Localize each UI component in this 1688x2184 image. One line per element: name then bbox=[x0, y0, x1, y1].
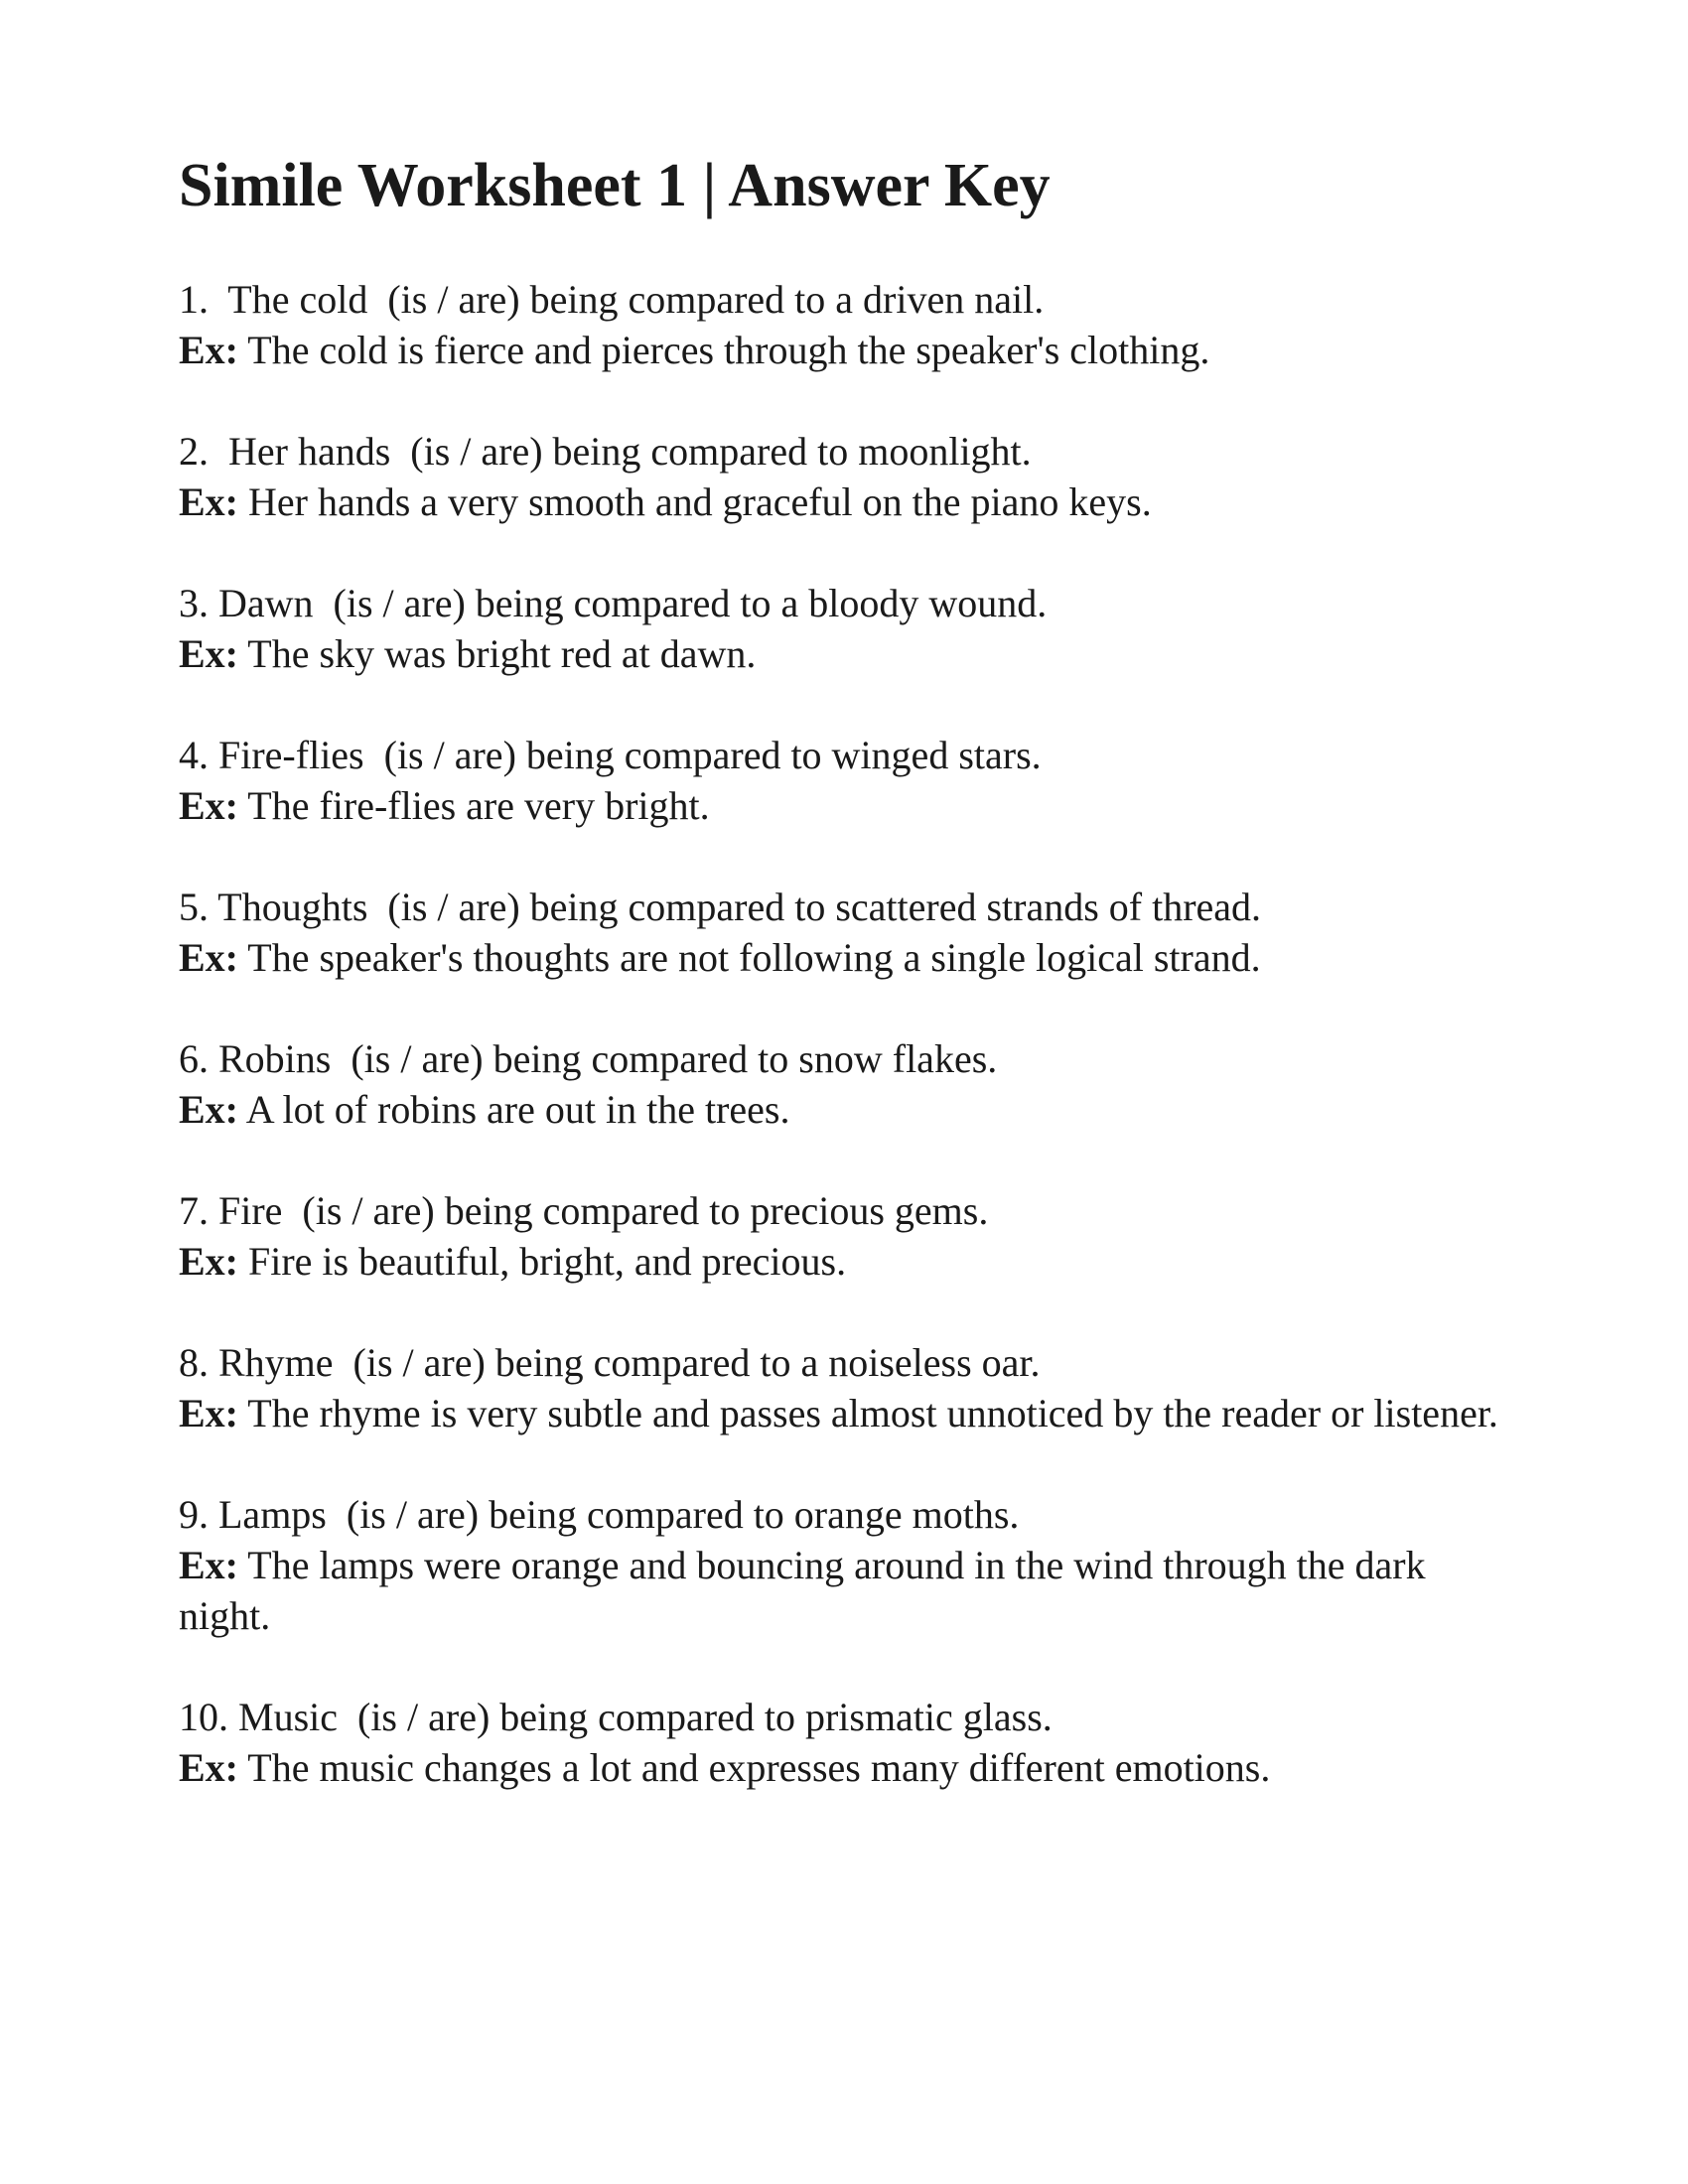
ex-label: Ex: bbox=[179, 783, 238, 829]
list-item bbox=[179, 1185, 1519, 1287]
list-item bbox=[179, 426, 1519, 527]
ex-label: Ex: bbox=[179, 479, 238, 525]
answer-list bbox=[179, 274, 1519, 1793]
ex-label: Ex: bbox=[179, 1391, 238, 1436]
worksheet-page bbox=[179, 149, 1519, 1793]
answer-text: The music changes a lot and expresses many different emotions. bbox=[247, 1745, 1271, 1791]
ex-label: Ex: bbox=[179, 1239, 238, 1285]
question-text: 2. Her hands (is / are) being compared to moonlight. bbox=[179, 429, 1032, 475]
answer-text: A lot of robins are out in the trees. bbox=[245, 1087, 790, 1133]
question-text: 7. Fire (is / are) being compared to precious gems. bbox=[179, 1188, 989, 1234]
ex-label: Ex: bbox=[179, 935, 238, 981]
example-answer bbox=[179, 1236, 1519, 1287]
example-answer bbox=[179, 1084, 1519, 1135]
example-answer bbox=[179, 325, 1519, 375]
example-answer bbox=[179, 780, 1519, 831]
ex-label: Ex: bbox=[179, 1087, 238, 1133]
answer-text: The sky was bright red at dawn. bbox=[247, 631, 757, 677]
list-item bbox=[179, 882, 1519, 983]
example-answer bbox=[179, 628, 1519, 679]
answer-text: Her hands a very smooth and graceful on the piano keys. bbox=[248, 479, 1152, 525]
list-item bbox=[179, 1692, 1519, 1793]
ex-label: Ex: bbox=[179, 631, 238, 677]
ex-label: Ex: bbox=[179, 1745, 238, 1791]
answer-text: The rhyme is very subtle and passes almost unnoticed by the reader or listener. bbox=[247, 1391, 1498, 1436]
answer-text: The fire-flies are very bright. bbox=[247, 783, 710, 829]
answer-text: The speaker's thoughts are not following a single logical strand. bbox=[247, 935, 1261, 981]
list-item bbox=[179, 1033, 1519, 1135]
example-answer bbox=[179, 932, 1519, 983]
list-item bbox=[179, 1489, 1519, 1641]
example-answer bbox=[179, 477, 1519, 527]
answer-text: Fire is beautiful, bright, and precious. bbox=[248, 1239, 847, 1285]
example-answer bbox=[179, 1388, 1519, 1438]
page-title: Simile Worksheet 1 | Answer Key bbox=[179, 152, 1051, 219]
ex-label: Ex: bbox=[179, 328, 238, 373]
question-text: 10. Music (is / are) being compared to prismatic glass. bbox=[179, 1695, 1053, 1740]
question-text: 3. Dawn (is / are) being compared to a bloody wound. bbox=[179, 581, 1048, 626]
question-text: 9. Lamps (is / are) being compared to orange moths. bbox=[179, 1492, 1020, 1538]
list-item bbox=[179, 1337, 1519, 1438]
list-item bbox=[179, 730, 1519, 831]
question-text: 8. Rhyme (is / are) being compared to a noiseless oar. bbox=[179, 1340, 1041, 1386]
question-text: 4. Fire-flies (is / are) being compared to winged stars. bbox=[179, 733, 1042, 778]
example-answer bbox=[179, 1742, 1519, 1793]
list-item bbox=[179, 578, 1519, 679]
question-text: 1. The cold (is / are) being compared to a driven nail. bbox=[179, 277, 1045, 323]
question-text: 5. Thoughts (is / are) being compared to scattered strands of thread. bbox=[179, 885, 1262, 930]
answer-text: The lamps were orange and bouncing around in the wind through the dark night. bbox=[179, 1543, 1426, 1639]
answer-text: The cold is fierce and pierces through the speaker's clothing. bbox=[247, 328, 1210, 373]
question-text: 6. Robins (is / are) being compared to snow flakes. bbox=[179, 1036, 998, 1082]
example-answer bbox=[179, 1540, 1519, 1641]
list-item bbox=[179, 274, 1519, 375]
ex-label: Ex: bbox=[179, 1543, 238, 1588]
